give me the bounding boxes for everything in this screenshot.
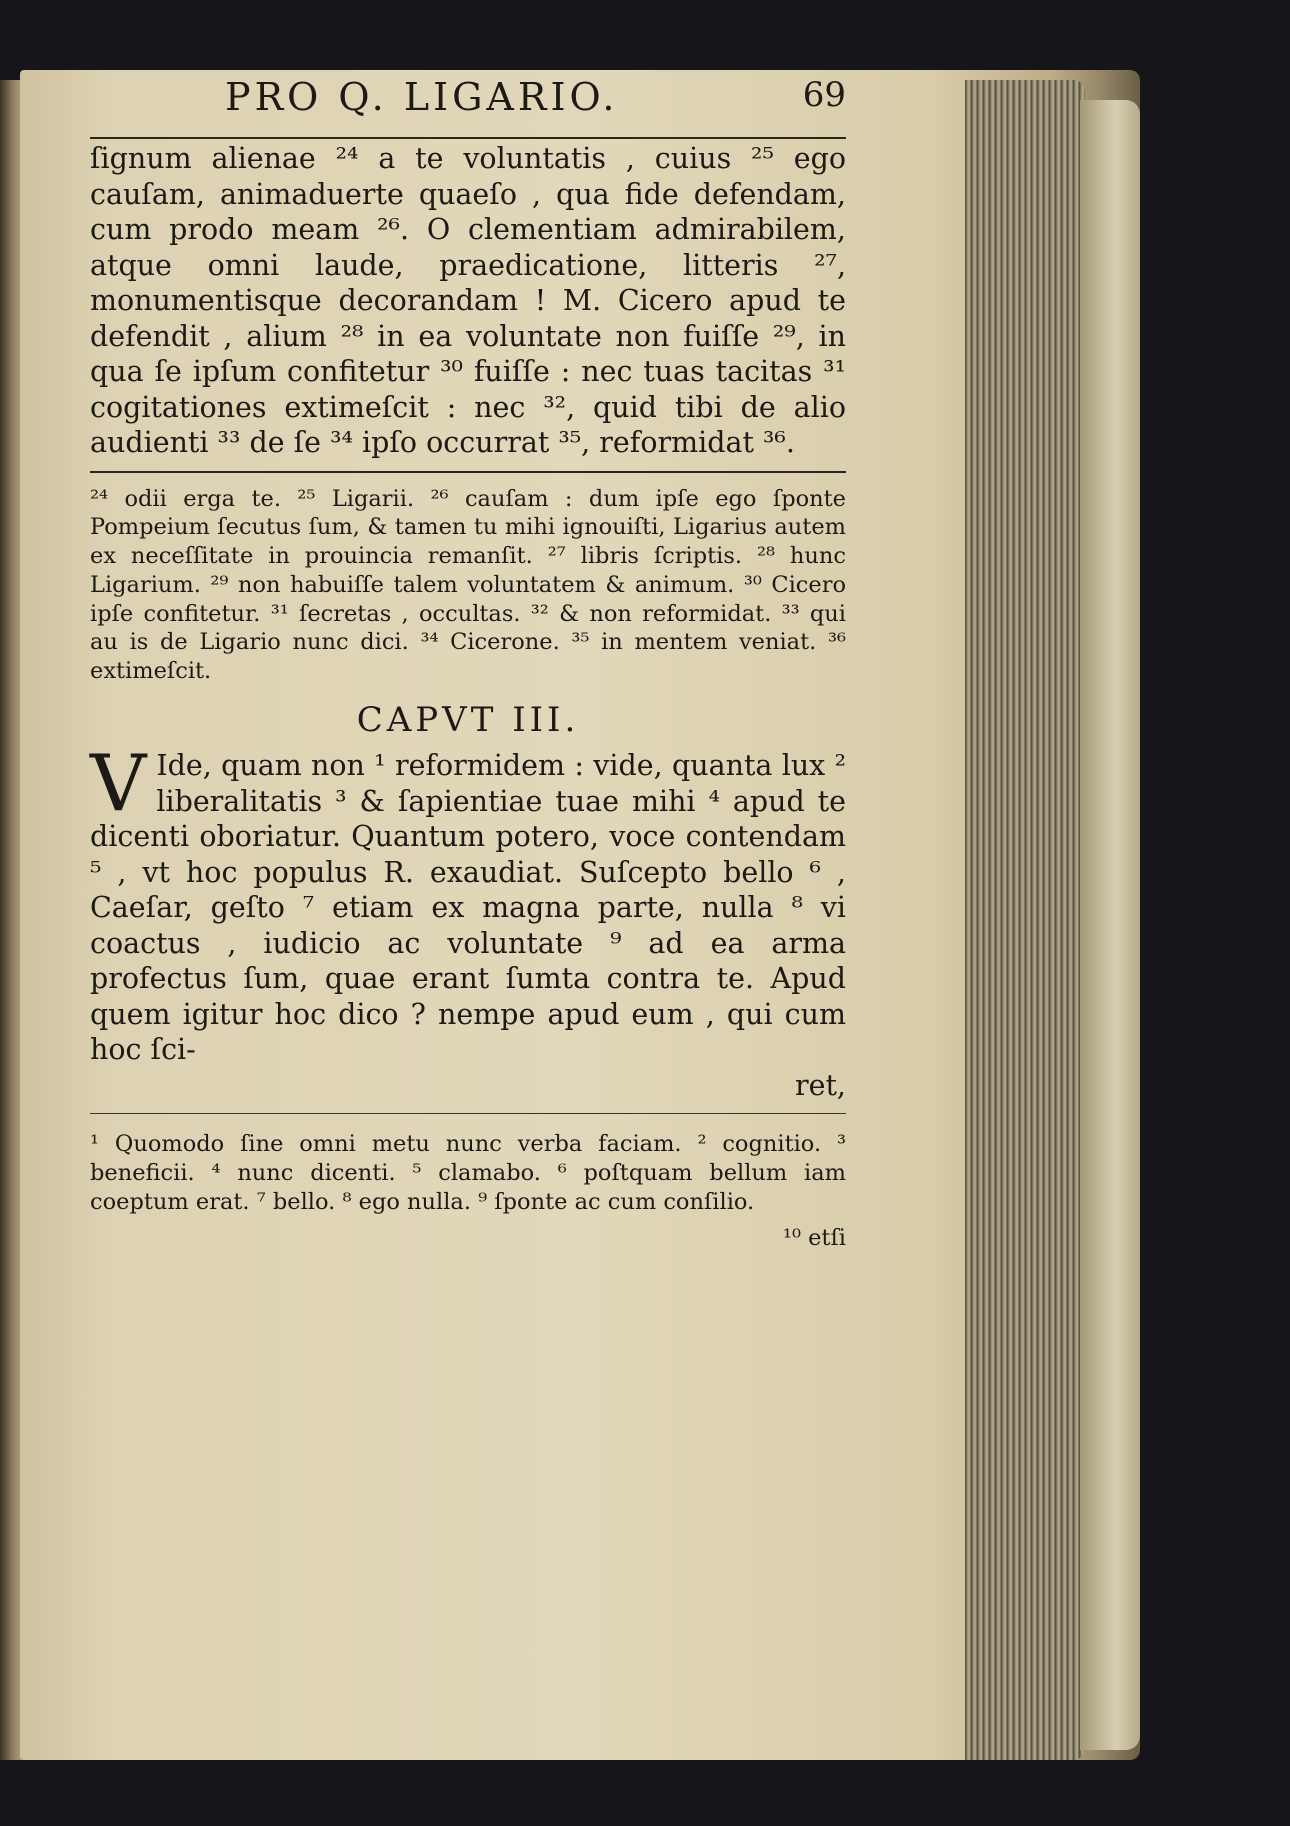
running-title: PRO Q. LIGARIO. — [225, 75, 619, 119]
page-edges — [965, 80, 1085, 1760]
page — [90, 75, 846, 1253]
header-rule — [90, 137, 846, 139]
main-paragraph: ſignum alienae ²⁴ a te voluntatis , cuius ²⁵ ego cauſam, animaduerte quaeſo , qua fide defendam, cum prodo meam ²⁶. O clementiam admirabilem, atque omni laude, praedicatione, litteris ²⁷, monumentisque decorandam ! M. Cicero apud te defendit , alium ²⁸ in ea voluntate non fuiſſe ²⁹, in qua ſe ipſum confitetur ³⁰ fuiſſe : nec tuas tacitas ³¹ cogitationes extimeſcit : nec ³², quid tibi de alio audienti ³³ de ſe ³⁴ ipſo occurrat ³⁵, reformidat ³⁶. — [90, 142, 846, 459]
notes-divider-lower — [90, 1113, 846, 1114]
footnotes-lower-text: ¹ Quomodo ſine omni metu nunc verba faciam. ² cognitio. ³ beneficii. ⁴ nunc dicenti. ⁵ clamabo. ⁶ poſtquam bellum iam coeptum erat. ⁷ bello. ⁸ ego nulla. ⁹ ſponte ac cum conſilio. — [90, 1131, 846, 1215]
chapter-text — [90, 739, 846, 1103]
main-text — [90, 141, 846, 461]
chapter-paragraph: Ide, quam non ¹ reformidem : vide, quanta lux ² liberalitatis ³ & ſapientiae tuae mihi ⁴ apud te dicenti oboriatur. Quantum potero, voce contendam ⁵ , vt hoc populus R. exaudiat. Suſcepto bello ⁶ , Caeſar, geſto ⁷ etiam ex magna parte, nulla ⁸ vi coactus , iudicio ac voluntate ⁹ ad ea arma profectus ſum, quae erant ſumta contra te. Apud quem igitur hoc dico ? nempe apud eum , qui cum hoc ſci- — [90, 749, 846, 1067]
notes-divider — [90, 471, 846, 473]
drop-cap: V — [90, 739, 147, 830]
footer-catchword: ¹⁰ etſi — [782, 1225, 846, 1252]
catchword: ret, — [794, 1068, 846, 1102]
footnotes-upper — [90, 485, 846, 687]
running-header — [90, 75, 846, 135]
page-number: 69 — [802, 75, 846, 115]
chapter-heading: CAPVT III. — [356, 700, 580, 741]
footnotes-lower — [90, 1130, 846, 1216]
book-cover — [1080, 100, 1140, 1750]
footnotes-upper-text: ²⁴ odii erga te. ²⁵ Ligarii. ²⁶ cauſam : dum ipſe ego ſponte Pompeium ſecutus ſum, & tamen tu mihi ignouiſti, Ligarius autem ex neceſſitate in prouincia remanſit. ²⁷ libris ſcriptis. ²⁸ hunc Ligarium. ²⁹ non habuiſſe talem voluntatem & animum. ³⁰ Cicero ipſe confitetur. ³¹ ſecretas , occultas. ³² & non reformidat. ³³ qui au is de Ligario nunc dici. ³⁴ Cicerone. ³⁵ in mentem veniat. ³⁶ extimeſcit. — [90, 485, 846, 685]
